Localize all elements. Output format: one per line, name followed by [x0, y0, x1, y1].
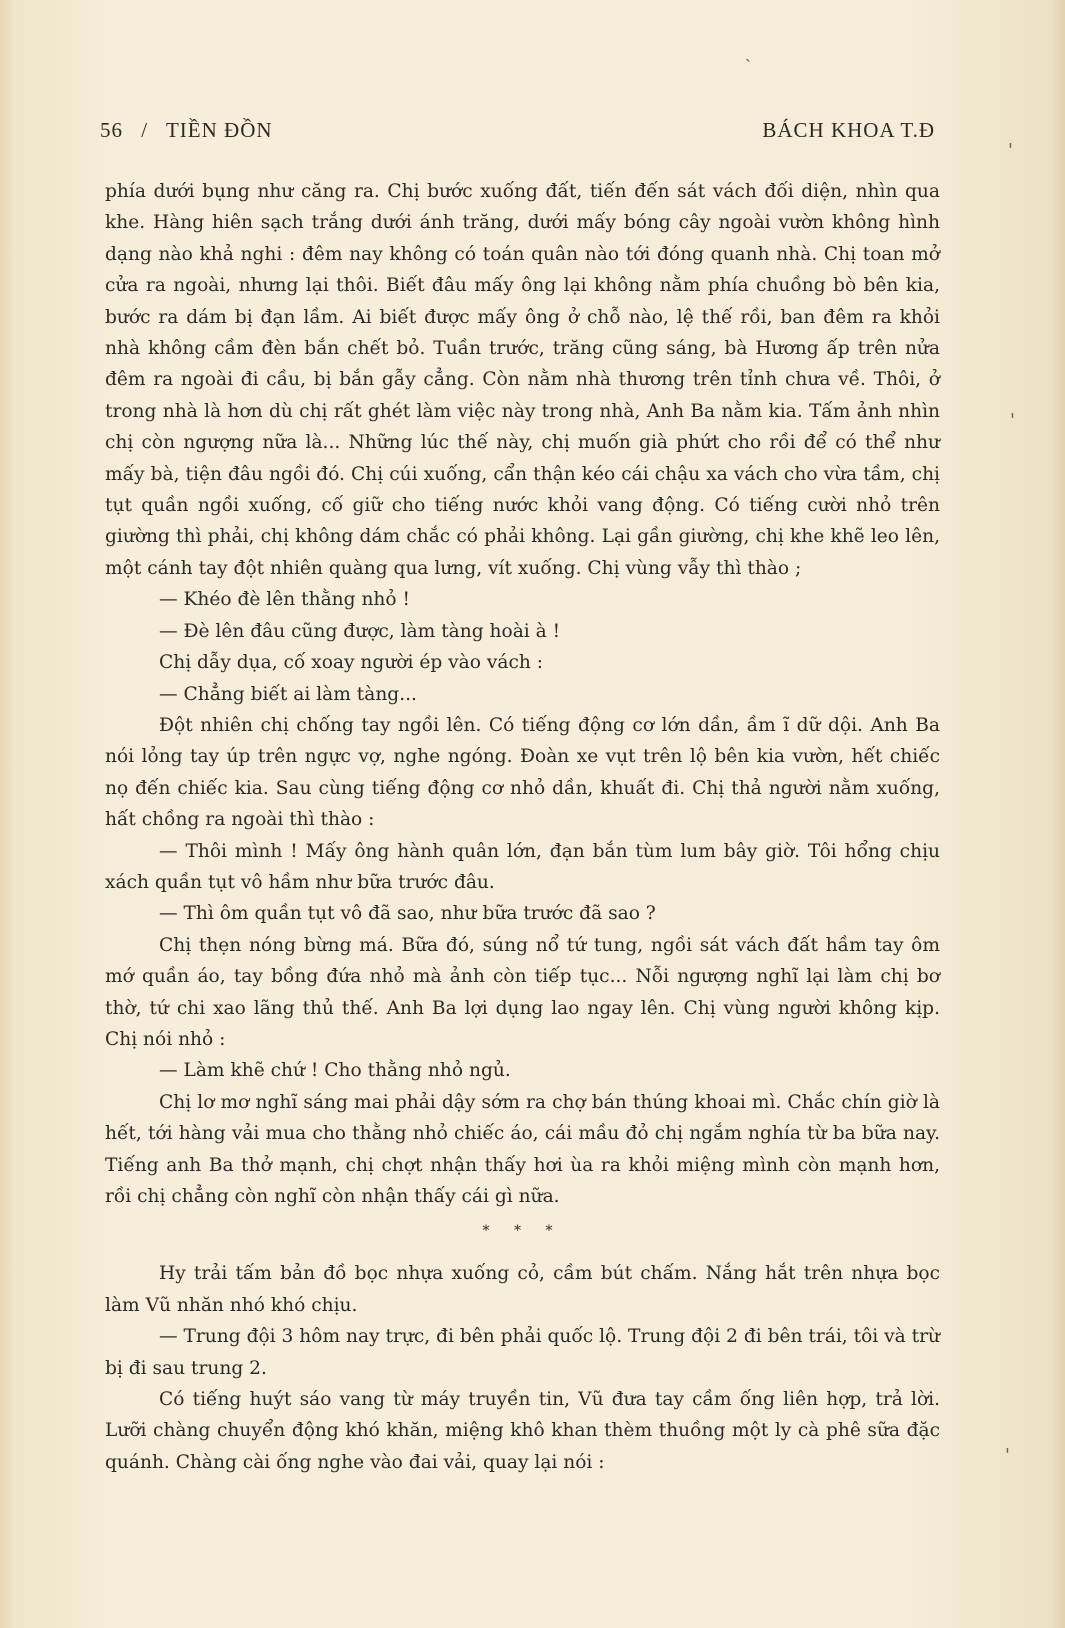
binding-mark: ' — [1010, 410, 1015, 431]
dialogue-line: — Khéo đè lên thằng nhỏ ! — [159, 589, 410, 611]
dialogue-line: — Trung đội 3 hôm nay trực, đi bên phải quốc lộ. Trung đội 2 đi bên trái, tôi và trừ bị đi sau trung 2. — [105, 1326, 940, 1379]
ink-mark: ˏ — [745, 42, 751, 63]
dialogue-line: — Làm khẽ chứ ! Cho thằng nhỏ ngủ. — [159, 1060, 511, 1082]
page-body — [105, 176, 940, 1478]
dialogue-line: — Đè lên đâu cũng được, làm tàng hoài à ! — [159, 620, 561, 642]
paragraph: Có tiếng huýt sáo vang từ máy truyền tin, Vũ đưa tay cầm ống liên hợp, trả lời. Lưỡi chàng chuyển động khó khăn, miệng khô khan thèm thuồng một ly cà phê sữa đặc quánh. Chàng cài ống nghe vào đai vải, quay lại nói : — [105, 1389, 940, 1473]
header-left — [100, 118, 285, 143]
page-edge-left — [0, 0, 14, 1628]
paragraph: Hy trải tấm bản đồ bọc nhựa xuống cỏ, cầm bút chấm. Nắng hắt trên nhựa bọc làm Vũ nhăn nhó khó chịu. — [105, 1263, 940, 1316]
page-number: 56 — [100, 118, 123, 142]
section-title: TIỀN ĐỒN — [165, 118, 273, 142]
binding-mark: ' — [1008, 140, 1013, 161]
paragraph: Chị lơ mơ nghĩ sáng mai phải dậy sớm ra chợ bán thúng khoai mì. Chắc chín giờ là hết, tới hàng vải mua cho thằng nhỏ chiếc áo, cái mầu đỏ chị ngắm nghía từ ba bữa nay. Tiếng anh Ba thở mạnh, chị chợt nhận thấy hơi ùa ra khỏi miệng mình còn mạnh hơn, rồi chị chẳng còn nghĩ còn nhận thấy cái gì nữa. — [105, 1091, 940, 1207]
header-divider: / — [141, 118, 149, 142]
section-separator: * * * — [482, 1223, 563, 1240]
paragraph: Chị dẫy dụa, cố xoay người ép vào vách : — [159, 652, 544, 674]
dialogue-line: — Thôi mình ! Mấy ông hành quân lớn, đạn bắn tùm lum bây giờ. Tôi hổng chịu xách quần tụt vô hầm như bữa trước đâu. — [105, 840, 940, 893]
magazine-title: BÁCH KHOA T.Đ — [762, 118, 935, 142]
dialogue-line: — Thì ôm quần tụt vô đã sao, như bữa trước đã sao ? — [159, 903, 656, 925]
paragraph: Chị thẹn nóng bừng má. Bữa đó, súng nổ tứ tung, ngồi sát vách đất hầm tay ôm mớ quần áo, tay bồng đứa nhỏ mà ảnh còn tiếp tục... Nỗi ngượng nghĩ lại làm chị bơ thờ, tứ chi xao lãng thủ thế. Anh Ba lợi dụng lao ngay lên. Chị vùng người không kịp. Chị nói nhỏ : — [105, 934, 940, 1050]
paragraph: phía dưới bụng như căng ra. Chị bước xuống đất, tiến đến sát vách đối diện, nhìn qua khe. Hàng hiên sạch trắng dưới ánh trăng, dưới mấy bóng cây ngoài vườn không hình dạng nào khả nghi : đêm nay không có toán quân nào tới đóng quanh nhà. Chị toan mở cửa ra ngoài, nhưng lại thôi. Biết đâu mấy ông lại không nằm phía chuồng bò bên kia, bước ra dám bị đạn lầm. Ai biết được mấy ông ở chỗ nào, lệ thế rồi, ban đêm ra khỏi nhà không cầm đèn bắn chết bỏ. Tuần trước, trăng cũng sáng, bà Hương ấp trên nửa đêm ra ngoài đi cầu, bị bắn gẫy cẳng. Còn nằm nhà thương trên tỉnh chưa về. Thôi, ở trong nhà là hơn dù chị rất ghét làm việc này trong nhà, Anh Ba nằm kia. Tấm ảnh nhìn chị còn ngượng nữa là... Những lúc thế này, chị muốn già phứt cho rồi để có thể như mấy bà, tiện đâu ngồi đó. Chị cúi xuống, cẩn thận kéo cái chậu xa vách cho vừa tầm, chị tụt quần ngồi xuống, cố giữ cho tiếng nước khỏi vang động. Có tiếng cười nhỏ trên giường thì phải, chị không dám chắc có phải không. Lại gần giường, chị khe khẽ leo lên, một cánh tay đột nhiên quàng qua lưng, vít xuống. Chị vùng vẫy thì thào ; — [105, 181, 940, 579]
paragraph: Đột nhiên chị chống tay ngồi lên. Có tiếng động cơ lớn dần, ầm ĩ dữ dội. Anh Ba nói lỏng tay úp trên ngực vợ, nghe ngóng. Đoàn xe vụt trên lộ bên kia vườn, hết chiếc nọ đến chiếc kia. Sau cùng tiếng động cơ nhỏ dần, khuất đi. Chị thả người nằm xuống, hất chồng ra ngoài thì thào : — [105, 714, 940, 831]
binding-mark: ' — [1005, 1445, 1010, 1466]
dialogue-line: — Chẳng biết ai làm tàng... — [159, 683, 417, 705]
running-header — [100, 118, 935, 143]
page-edge-right — [1051, 0, 1065, 1628]
